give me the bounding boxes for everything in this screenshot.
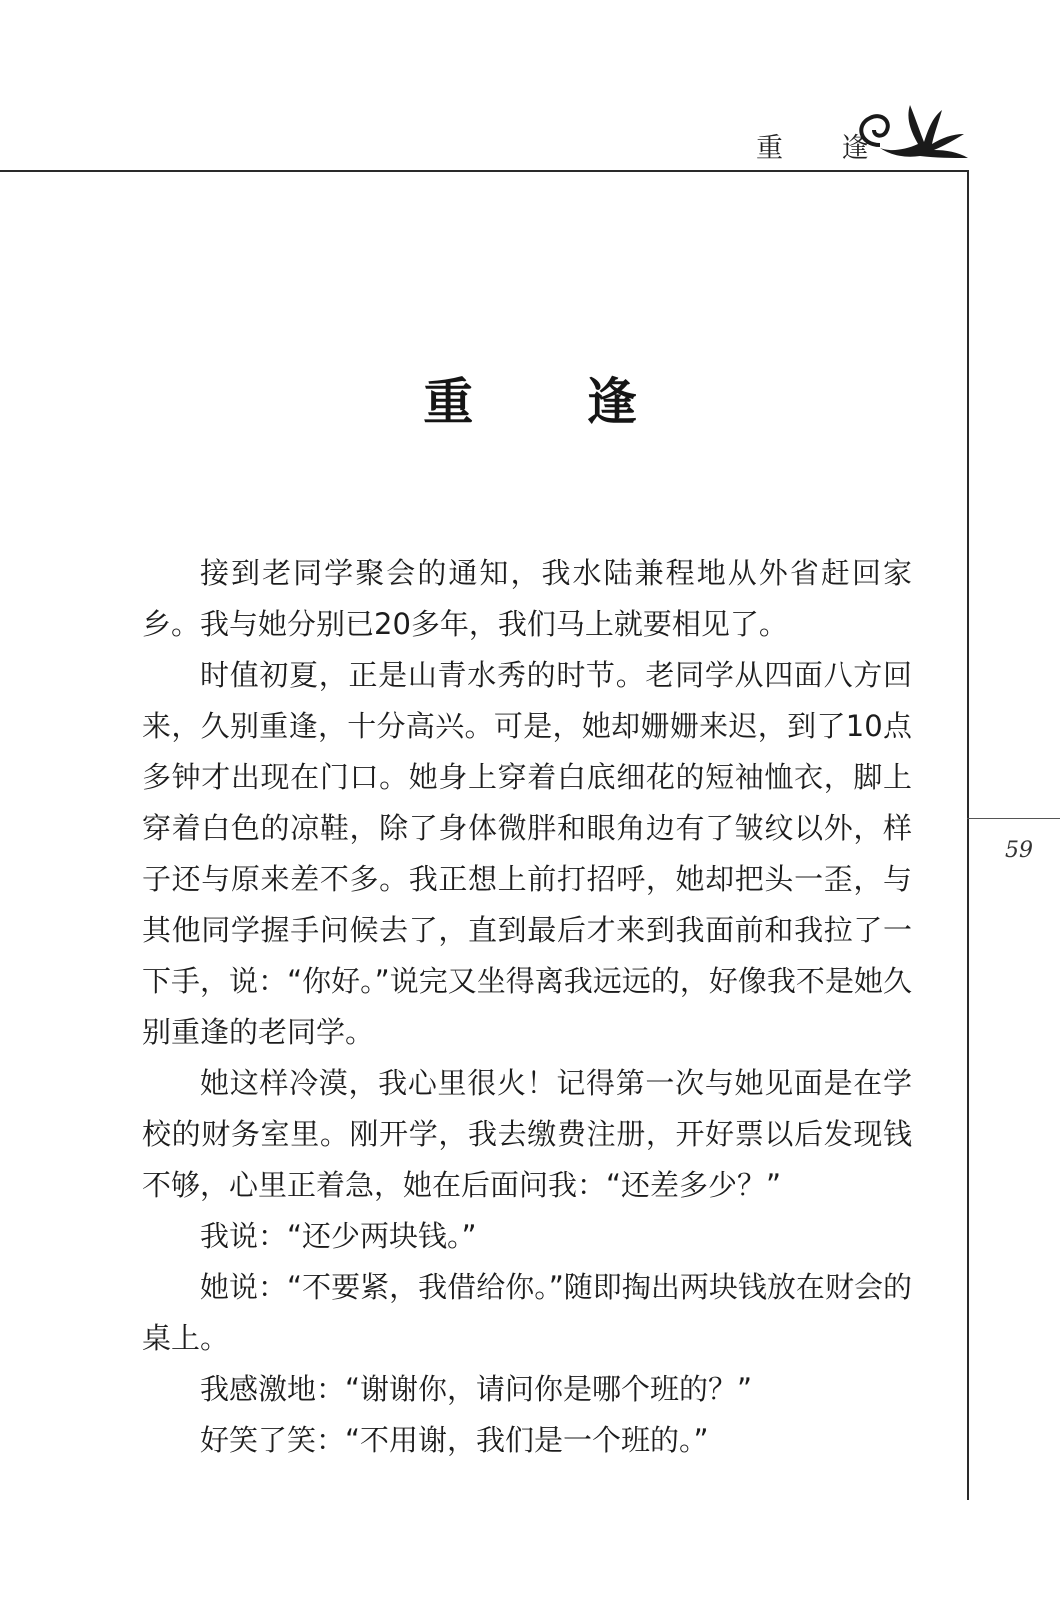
paragraph: 她这样冷漠，我心里很火！记得第一次与她见面是在学校的财务室里。刚开学，我去缴费注册，开好票以后发现钱不够，心里正着急，她在后面问我：“还差多少？” [142,1066,912,1202]
paragraph: 她说：“不要紧，我借给你。”随即掏出两块钱放在财会的桌上。 [142,1270,912,1355]
body-text [142,548,912,1466]
paragraph: 我说：“还少两块钱。” [200,1219,477,1253]
paragraph: 接到老同学聚会的通知，我水陆兼程地从外省赶回家乡。我与她分别已20多年，我们马上就要相见了。 [142,556,912,641]
header-rule [0,170,968,172]
chapter-title: 重 逢 [423,373,685,431]
paragraph: 时值初夏，正是山青水秀的时节。老同学从四面八方回来，久别重逢，十分高兴。可是，她却姗姗来迟，到了10点多钟才出现在门口。她身上穿着白底细花的短袖恤衣，脚上穿着白色的凉鞋，除了身体微胖和眼角边有了皱纹以外，样子还与原来差不多。我正想上前打招呼，她却把头一歪，与其他同学握手问候去了，直到最后才来到我面前和我拉了一下手，说：“你好。”说完又坐得离我远远的，好像我不是她久别重逢的老同学。 [142,658,912,1049]
paragraph: 好笑了笑：“不用谢，我们是一个班的。” [200,1423,709,1457]
flourish-ornament-icon [850,100,970,170]
paragraph: 我感激地：“谢谢你，请问你是哪个班的？” [200,1372,753,1406]
running-header-title: 重 逢 [756,133,894,164]
page-number: 59 [1005,838,1033,863]
page-number-rule [967,818,1060,819]
